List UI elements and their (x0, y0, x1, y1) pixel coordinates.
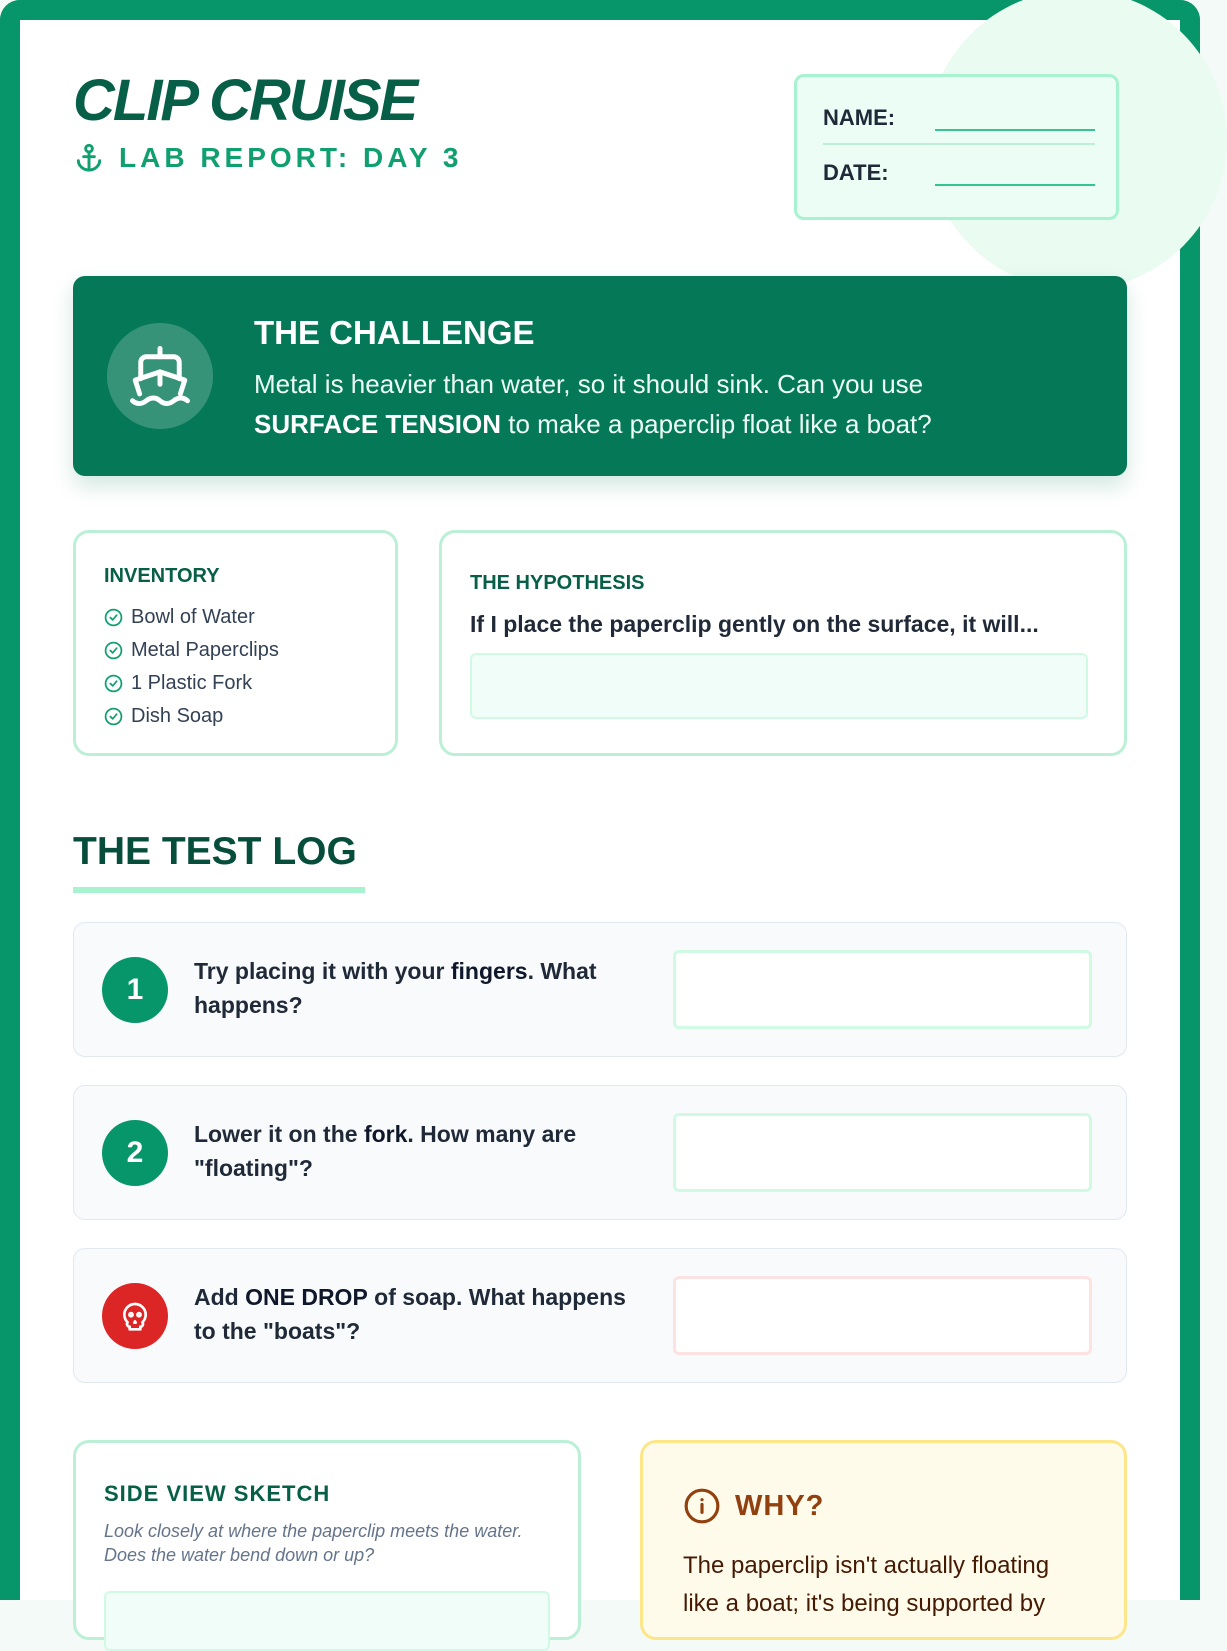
challenge-keyword: SURFACE TENSION (254, 409, 502, 439)
challenge-text: Metal is heavier than water, so it should sink. Can you use SURFACE TENSION to make a paperclip float like a boat? (254, 369, 932, 439)
hypothesis-answer-field[interactable] (470, 653, 1088, 719)
skull-icon (119, 1300, 151, 1332)
anchor-icon (73, 142, 105, 174)
step-2-answer-field[interactable] (673, 1113, 1092, 1192)
test-step-1 (73, 922, 1127, 1057)
sketch-area[interactable] (104, 1591, 550, 1651)
test-step-3 (73, 1248, 1127, 1383)
step-1-answer-field[interactable] (673, 950, 1092, 1029)
hypothesis-title: THE HYPOTHESIS (470, 572, 645, 594)
list-item: Dish Soap (104, 700, 279, 733)
step-number: 2 (102, 1120, 168, 1186)
step-number: 1 (102, 957, 168, 1023)
inventory-list (104, 601, 279, 733)
date-label: DATE: (823, 160, 889, 185)
step-question: Lower it on the fork. How many are "floating"? (194, 1121, 577, 1181)
check-circle-icon (104, 674, 123, 693)
step-question: Add ONE DROP of soap. What happens to the "boats"? (194, 1284, 626, 1344)
step-question: Try placing it with your fingers. What happens? (194, 958, 597, 1018)
title-underline (73, 887, 365, 893)
info-icon (683, 1487, 721, 1525)
why-title: WHY? (735, 1489, 825, 1522)
check-circle-icon (104, 608, 123, 627)
ship-icon (107, 323, 213, 429)
divider (823, 143, 1095, 145)
why-text: The paperclip isn't actually floating like a boat; it's being supported by (683, 1552, 1050, 1617)
inventory-card (73, 530, 398, 756)
challenge-banner (73, 276, 1127, 476)
test-step-2 (73, 1085, 1127, 1220)
name-row (823, 105, 1095, 131)
check-circle-icon (104, 641, 123, 660)
why-heading (683, 1487, 824, 1525)
subtitle-text: LAB REPORT: DAY 3 (119, 142, 463, 173)
page-subtitle (73, 142, 462, 174)
list-item: Metal Paperclips (104, 634, 279, 667)
name-date-card (794, 74, 1119, 220)
list-item: Bowl of Water (104, 601, 279, 634)
check-circle-icon (104, 707, 123, 726)
step-marker-danger (102, 1283, 168, 1349)
why-card (640, 1440, 1127, 1640)
name-field[interactable] (935, 129, 1095, 131)
sketch-title: SIDE VIEW SKETCH (104, 1481, 331, 1506)
hypothesis-card (439, 530, 1127, 756)
test-log-title: THE TEST LOG (73, 830, 357, 873)
list-item: 1 Plastic Fork (104, 667, 279, 700)
date-field[interactable] (935, 184, 1095, 186)
page-title: CLIP CRUISE (73, 68, 417, 133)
sketch-card (73, 1440, 581, 1640)
name-label: NAME: (823, 105, 896, 130)
hypothesis-prompt: If I place the paperclip gently on the surface, it will... (470, 611, 1039, 637)
sketch-hint: Look closely at where the paperclip meets the water. Does the water bend down or up? (104, 1521, 523, 1565)
step-3-answer-field[interactable] (673, 1276, 1092, 1355)
challenge-title: THE CHALLENGE (254, 314, 535, 351)
date-row (823, 160, 1095, 186)
inventory-title: INVENTORY (104, 565, 220, 587)
